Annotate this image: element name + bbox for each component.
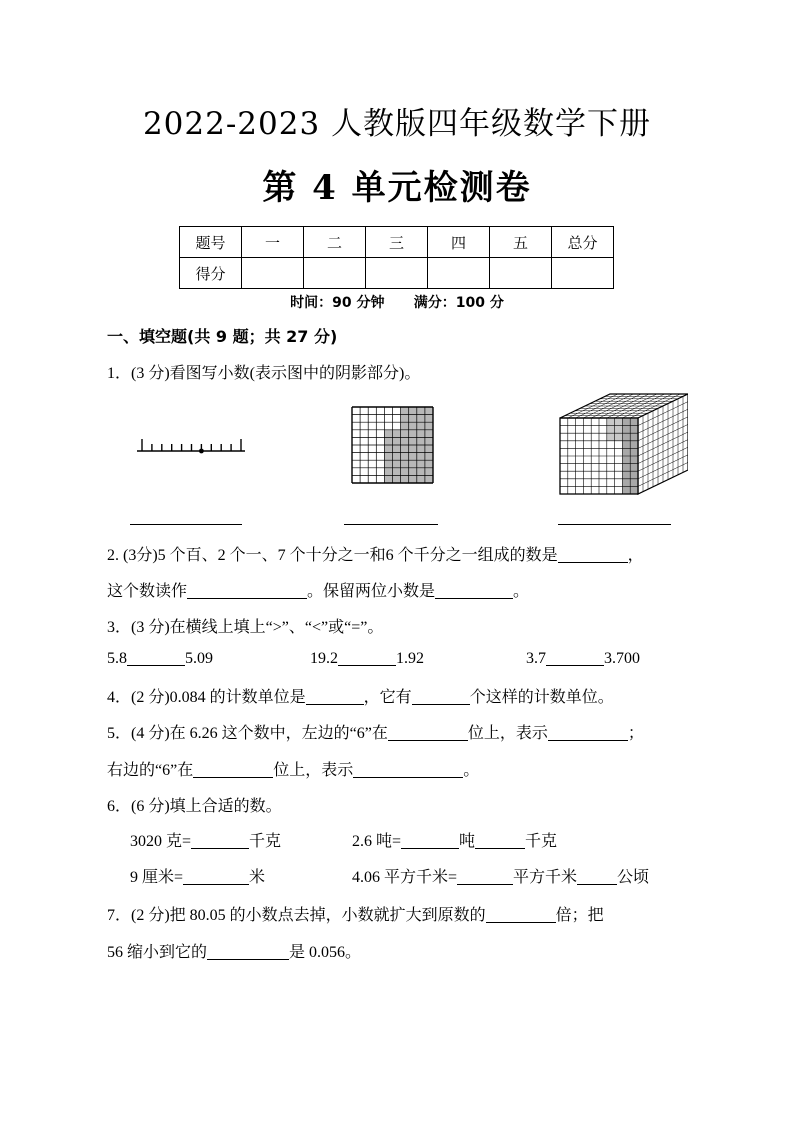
answer-blank[interactable] [193, 761, 273, 778]
question-3-compare-2 [310, 649, 424, 668]
answer-blank[interactable] [306, 688, 364, 705]
question-3-compare-1 [107, 649, 213, 668]
question-6-item-4 [352, 864, 649, 887]
answer-blank[interactable] [401, 832, 459, 849]
time-info: 时间：90 分钟 满分：100 分 [290, 295, 504, 311]
number-left: 3.7 [526, 650, 546, 667]
question-6: 6．(6 分)填上合适的数。 [107, 798, 282, 815]
score-cell: 题号 [180, 227, 242, 258]
answer-blank[interactable] [548, 724, 628, 741]
answer-blank[interactable] [457, 868, 513, 885]
ruler-figure [130, 420, 250, 460]
score-table-header-row [180, 227, 614, 258]
question-text: 2. (3分)5 个百、2 个一、7 个十分之一和6 个千分之一组成的数是 [107, 547, 558, 564]
question-text: ， [627, 547, 644, 564]
question-text: 倍；把 [555, 907, 604, 924]
score-blank-cell[interactable] [242, 258, 304, 289]
score-cell: 总分 [552, 227, 614, 258]
answer-blank[interactable] [127, 649, 185, 666]
question-text: 。 [513, 583, 530, 600]
question-text: ，它有 [363, 689, 412, 706]
score-cell: 四 [428, 227, 490, 258]
score-cell: 三 [366, 227, 428, 258]
question-text: 个这样的计数单位。 [469, 689, 614, 706]
score-table-score-row [180, 258, 614, 289]
answer-blank[interactable] [353, 761, 463, 778]
question-text: 5．(4 分)在 6.26 这个数中，左边的“6”在 [107, 725, 388, 742]
score-cell: 得分 [180, 258, 242, 289]
number-left: 5.8 [107, 650, 127, 667]
answer-blank[interactable] [191, 832, 249, 849]
question-4 [107, 684, 614, 707]
score-cell: 五 [490, 227, 552, 258]
question-6-item-1 [130, 828, 281, 851]
answer-blank[interactable] [130, 524, 242, 525]
number-right: 5.09 [185, 650, 213, 667]
answer-blank[interactable] [412, 688, 470, 705]
answer-blank[interactable] [338, 649, 396, 666]
answer-blank[interactable] [183, 868, 249, 885]
score-cell: 一 [242, 227, 304, 258]
question-6-item-2 [352, 828, 557, 851]
answer-blank[interactable] [207, 943, 289, 960]
answer-blank[interactable] [546, 649, 604, 666]
question-6-item-3 [130, 864, 265, 887]
answer-blank[interactable] [187, 582, 307, 599]
question-5-line-1 [107, 720, 644, 743]
answer-blank[interactable] [388, 724, 468, 741]
question-text: 4.06 平方千米= [352, 869, 458, 886]
number-right: 3.700 [604, 650, 640, 667]
score-blank-cell[interactable] [304, 258, 366, 289]
number-left: 19.2 [310, 650, 338, 667]
question-text: 2.6 吨= [352, 833, 402, 850]
score-table [179, 226, 614, 289]
hundredths-grid-figure [350, 405, 436, 485]
answer-blank[interactable] [475, 832, 525, 849]
question-text: 位上，表示 [467, 725, 548, 742]
unit-label: 米 [249, 869, 266, 886]
answer-blank[interactable] [344, 524, 438, 525]
question-text: 是 0.056。 [289, 944, 362, 961]
question-text: 9 厘米= [130, 869, 184, 886]
question-5-line-2 [107, 757, 479, 780]
question-2-line-1 [107, 542, 644, 565]
score-blank-cell[interactable] [552, 258, 614, 289]
question-text: 。保留两位小数是 [307, 583, 436, 600]
question-text: 56 缩小到它的 [107, 944, 208, 961]
question-text: 这个数读作 [107, 583, 188, 600]
unit-label: 公顷 [617, 869, 650, 886]
question-1: 1．(3 分)看图写小数(表示图中的阴影部分)。 [107, 365, 421, 382]
answer-blank[interactable] [558, 546, 628, 563]
thousandths-cube-figure [553, 392, 688, 496]
question-text: 4．(2 分)0.084 的计数单位是 [107, 689, 306, 706]
question-2-line-2 [107, 578, 529, 601]
question-3-compare-3 [526, 649, 640, 668]
unit-label: 千克 [525, 833, 558, 850]
question-text: ； [627, 725, 644, 742]
answer-blank[interactable] [577, 868, 617, 885]
answer-blank[interactable] [486, 906, 556, 923]
unit-label: 平方千米 [513, 869, 578, 886]
section-title: 一、填空题(共 9 题；共 27 分) [107, 327, 338, 346]
answer-blank[interactable] [558, 524, 671, 525]
number-right: 1.92 [396, 650, 424, 667]
question-text: 位上，表示 [273, 762, 354, 779]
question-text: 右边的“6”在 [107, 762, 194, 779]
question-text: 3020 克= [130, 833, 192, 850]
unit-label: 千克 [249, 833, 282, 850]
exam-title: 2022-2023 人教版四年级数学下册 [142, 106, 652, 142]
score-cell: 二 [304, 227, 366, 258]
unit-label: 吨 [459, 833, 476, 850]
question-text: 7．(2 分)把 80.05 的小数点去掉，小数就扩大到原数的 [107, 907, 486, 924]
question-7-line-1 [107, 902, 604, 925]
answer-blank[interactable] [435, 582, 513, 599]
score-blank-cell[interactable] [366, 258, 428, 289]
exam-subtitle: 第 4 单元检测卷 [262, 168, 532, 208]
score-blank-cell[interactable] [428, 258, 490, 289]
question-3: 3．(3 分)在横线上填上“>”、“<”或“=”。 [107, 619, 384, 636]
question-text: 。 [463, 762, 480, 779]
score-blank-cell[interactable] [490, 258, 552, 289]
question-7-line-2 [107, 939, 361, 962]
